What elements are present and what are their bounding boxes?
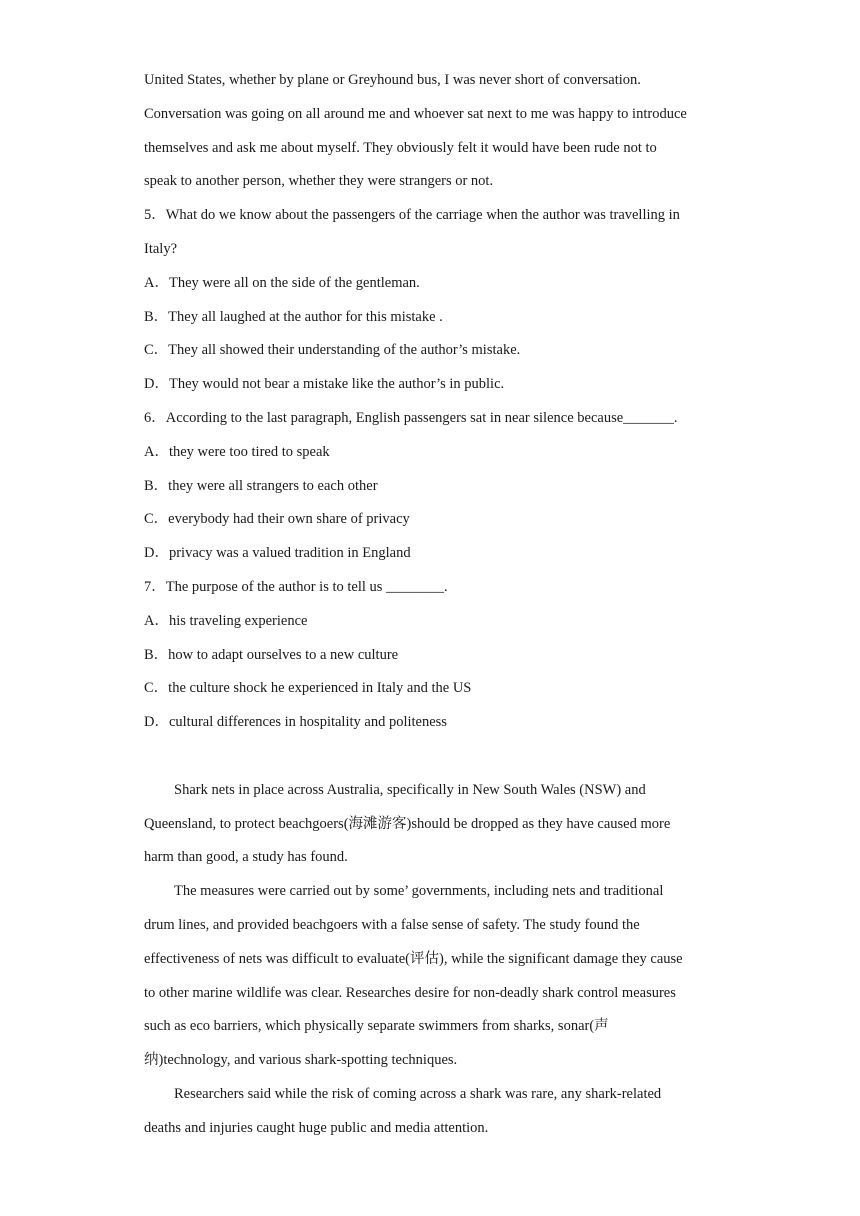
paragraph-1 <box>144 774 720 875</box>
answer-option-b: B．They all laughed at the author for this mistake . <box>144 308 443 325</box>
question-6 <box>144 402 720 571</box>
answer-option-c: C．everybody had their own share of privacy <box>144 511 410 528</box>
answer-option-d: D．cultural differences in hospitality and politeness <box>144 714 447 731</box>
answer-option-c: C．the culture shock he experienced in Italy and the US <box>144 680 472 697</box>
passage-line: Conversation was going on all around me and whoever sat next to me was happy to introduce <box>144 105 687 122</box>
new-passage <box>144 774 720 1146</box>
answer-option-a: A．They were all on the side of the gentleman. <box>144 274 420 291</box>
passage-line: Researchers said while the risk of coming across a shark was rare, any shark-related <box>174 1085 662 1102</box>
passage-line: to other marine wildlife was clear. Researches desire for non-deadly shark control measures <box>144 984 676 1001</box>
question-stem: 6．According to the last paragraph, English passengers sat in near silence because_______. <box>144 409 678 426</box>
passage-line: drum lines, and provided beachgoers with a false sense of safety. The study found the <box>144 916 640 933</box>
answer-option-a: A．his traveling experience <box>144 612 308 629</box>
passage-line: such as eco barriers, which physically separate swimmers from sharks, sonar(声 <box>144 1018 609 1035</box>
passage-line: harm than good, a study has found. <box>144 849 348 866</box>
passage-line: themselves and ask me about myself. They obviously felt it would have been rude not to <box>144 139 657 156</box>
passage-line: Queensland, to protect beachgoers(海滩游客)should be dropped as they have caused more <box>144 815 671 832</box>
question-stem: 5．What do we know about the passengers of the carriage when the author was travelling in <box>144 207 680 224</box>
answer-option-d: D．They would not bear a mistake like the author’s in public. <box>144 376 505 393</box>
question-7 <box>144 571 720 740</box>
passage-line: Shark nets in place across Australia, specifically in New South Wales (NSW) and <box>174 781 646 798</box>
paragraph-2 <box>144 875 720 1078</box>
passage-line: deaths and injuries caught huge public and media attention. <box>144 1119 489 1136</box>
answer-option-d: D．privacy was a valued tradition in England <box>144 545 411 562</box>
question-stem: Italy? <box>144 240 178 257</box>
document-page <box>144 64 720 1146</box>
passage-line: speak to another person, whether they were strangers or not. <box>144 173 494 190</box>
question-stem: 7．The purpose of the author is to tell us ________. <box>144 578 448 595</box>
answer-option-b: B．how to adapt ourselves to a new culture <box>144 646 399 663</box>
passage-line: United States, whether by plane or Greyhound bus, I was never short of conversation. <box>144 72 641 88</box>
section-gap <box>144 740 720 774</box>
question-5 <box>144 199 720 402</box>
answer-option-a: A．they were too tired to speak <box>144 443 330 460</box>
passage-line: effectiveness of nets was difficult to evaluate(评估), while the significant damage they cause <box>144 950 683 967</box>
passage-continued <box>144 64 720 199</box>
passage-line: The measures were carried out by some’ governments, including nets and traditional <box>174 883 664 900</box>
answer-option-c: C．They all showed their understanding of the author’s mistake. <box>144 342 521 359</box>
paragraph-3 <box>144 1078 720 1146</box>
passage-line: 纳)technology, and various shark-spotting techniques. <box>144 1052 458 1069</box>
answer-option-b: B．they were all strangers to each other <box>144 477 378 494</box>
